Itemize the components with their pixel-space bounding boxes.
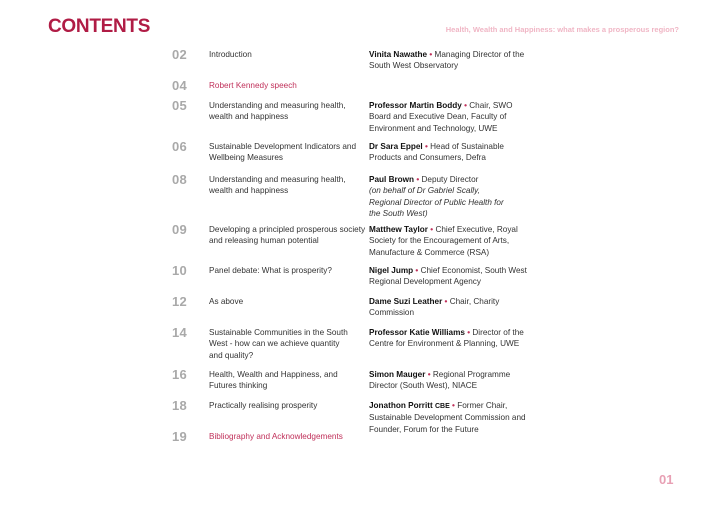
speaker-name: Matthew Taylor [369, 225, 428, 234]
entry-speaker [369, 296, 519, 319]
speaker-name: Professor Martin Boddy [369, 101, 462, 110]
entry-topic: Introduction [209, 50, 252, 59]
entry-speaker [369, 224, 531, 258]
entry-topic: Bibliography and Acknowledgements [209, 432, 343, 441]
speaker-name: Paul Brown [369, 175, 415, 184]
speaker-role: Head of Sustainable Products and Consumers, Defra [369, 142, 504, 163]
entry-topic: Panel debate: What is prosperity? [209, 266, 332, 275]
entry-speaker [369, 49, 539, 72]
speaker-name: Jonathon Porritt [369, 401, 433, 410]
entry-page-number: 02 [172, 47, 188, 62]
entry-speaker [369, 369, 529, 392]
entry-page-number: 05 [172, 98, 188, 113]
speaker-role: Chair, Charity Commission [369, 297, 500, 318]
entry-speaker [369, 141, 524, 164]
bullet-separator: • [452, 401, 455, 410]
entry-topic: Sustainable Communities in the South West - how can we achieve quantity and quality? [209, 328, 348, 360]
speaker-honour: CBE [434, 403, 450, 410]
entry-speaker [369, 174, 509, 220]
bullet-separator: • [415, 266, 419, 275]
bullet-separator: • [429, 50, 433, 59]
page-title: CONTENTS [48, 16, 151, 37]
bullet-separator: • [430, 225, 434, 234]
entry-page-number: 08 [172, 172, 188, 187]
speaker-role: Chief Executive, Royal Society for the Encouragement of Arts, Manufacture & Commerce (RSA) [369, 225, 518, 257]
speaker-role: Regional Programme Director (South West), NIACE [369, 370, 511, 391]
speaker-name: Vinita Nawathe [369, 50, 428, 59]
entry-page-number: 04 [172, 78, 188, 93]
page-number: 01 [659, 472, 674, 487]
entry-speaker [369, 400, 537, 435]
entry-page-number: 09 [172, 222, 188, 237]
entry-page-number: 12 [172, 294, 188, 309]
speaker-name: Professor Katie Williams [369, 328, 465, 337]
entry-page-number: 19 [172, 429, 188, 444]
bullet-separator: • [464, 101, 467, 110]
entry-topic: Health, Wealth and Happiness, and Futures thinking [209, 370, 338, 391]
page-header-subtitle: Health, Wealth and Happiness: what makes a prosperous region? [445, 25, 679, 34]
speaker-role: Managing Director of the South West Observatory [369, 50, 525, 71]
entry-topic: As above [209, 297, 244, 306]
entry-topic: Developing a principled prosperous society and releasing human potential [209, 225, 366, 246]
entry-page-number: 06 [172, 139, 188, 154]
entry-topic: Robert Kennedy speech [209, 81, 297, 90]
entry-speaker [369, 100, 529, 134]
bullet-separator: • [427, 370, 431, 379]
entry-speaker [369, 327, 529, 350]
bullet-separator: • [444, 297, 448, 306]
bullet-separator: • [467, 328, 471, 337]
bullet-separator: • [424, 142, 428, 151]
entry-topic: Practically realising prosperity [209, 401, 318, 410]
speaker-role: Deputy Director [421, 175, 479, 184]
speaker-name: Dr Sara Eppel [369, 142, 423, 151]
speaker-note: (on behalf of Dr Gabriel Scally, Regional Director of Public Health for the South West) [369, 186, 504, 219]
entry-page-number: 14 [172, 325, 188, 340]
entry-speaker [369, 265, 527, 288]
entry-topic: Understanding and measuring health, wealth and happiness [209, 101, 346, 122]
speaker-name: Dame Suzi Leather [369, 297, 443, 306]
entry-topic: Understanding and measuring health, wealth and happiness [209, 175, 346, 196]
entry-topic: Sustainable Development Indicators and Wellbeing Measures [209, 142, 357, 163]
speaker-name: Nigel Jump [369, 266, 414, 275]
bullet-separator: • [416, 175, 420, 184]
entry-page-number: 16 [172, 367, 188, 382]
speaker-role: Director of the Centre for Environment & Planning, UWE [369, 328, 524, 349]
entry-page-number: 18 [172, 398, 188, 413]
speaker-name: Simon Mauger [369, 370, 426, 379]
speaker-role: Former Chair, Sustainable Development Commission and Founder, Forum for the Future [369, 401, 526, 434]
entry-page-number: 10 [172, 263, 188, 278]
speaker-role: Chair, SWO Board and Executive Dean, Faculty of Environment and Technology, UWE [369, 101, 513, 133]
speaker-role: Chief Economist, South West Regional Development Agency [369, 266, 527, 287]
